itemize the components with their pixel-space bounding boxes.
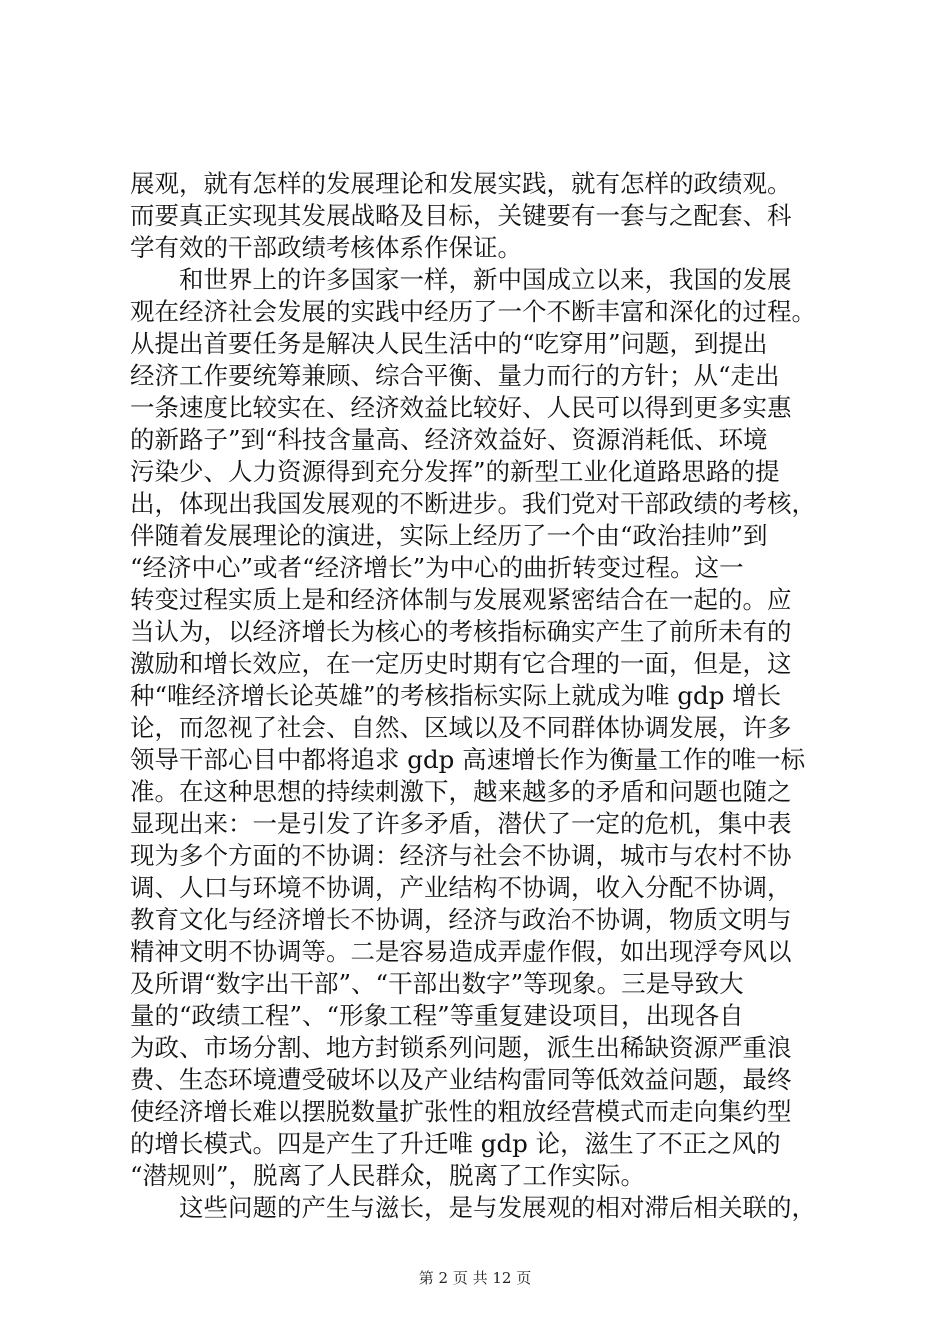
text-line: 领导干部心目中都将追求 gdp 高速增长作为衡量工作的唯一标: [130, 745, 806, 774]
text-line: 论，而忽视了社会、自然、区域以及不同群体协调发展，许多: [130, 713, 792, 742]
body-text: [130, 168, 848, 1224]
text-line: 当认为，以经济增长为核心的考核指标确实产生了前所未有的: [130, 617, 792, 646]
text-line: 显现出来：一是引发了许多矛盾，潜伏了一定的危机，集中表: [130, 809, 792, 838]
page-footer: [0, 1268, 950, 1288]
text-line: “经济中心”或者“经济增长”为中心的曲折转变过程。这一: [130, 553, 744, 582]
text-line: 一条速度比较实在、经济效益比较好、人民可以得到更多实惠: [130, 393, 792, 422]
text-line: 种“唯经济增长论英雄”的考核指标实际上就成为唯 gdp 增长: [130, 681, 782, 710]
text-line: 从提出首要任务是解决人民生活中的“吃穿用”问题，到提出: [130, 329, 768, 358]
text-line: 观在经济社会发展的实践中经历了一个不断丰富和深化的过程。: [130, 297, 816, 326]
page-number-label: 第 2 页 共 12 页: [418, 1269, 532, 1287]
text-line: 费、生态环境遭受破坏以及产业结构雷同等低效益问题，最终: [130, 1065, 792, 1094]
text-line: 教育文化与经济增长不协调，经济与政治不协调，物质文明与: [130, 905, 792, 934]
text-line: 激励和增长效应，在一定历史时期有它合理的一面，但是，这: [130, 649, 792, 678]
text-line: 的新路子”到“科技含量高、经济效益好、资源消耗低、环境: [130, 425, 768, 454]
text-line: 转变过程实质上是和经济体制与发展观紧密结合在一起的。应: [130, 585, 792, 614]
text-line: 出，体现出我国发展观的不断进步。我们党对干部政绩的考核，: [130, 489, 816, 518]
text-line: 量的“政绩工程”、“形象工程”等重复建设项目，出现各自: [130, 1001, 744, 1030]
text-line: 使经济增长难以摆脱数量扩张性的粗放经营模式而走向集约型: [130, 1097, 792, 1126]
text-line: 学有效的干部政绩考核体系作保证。: [130, 233, 522, 262]
text-line: 这些问题的产生与滋长，是与发展观的相对滞后相关联的，: [130, 1193, 816, 1222]
text-line: 的增长模式。四是产生了升迁唯 gdp 论，滋生了不正之风的: [130, 1129, 781, 1158]
text-line: 而要真正实现其发展战略及目标，关键要有一套与之配套、科: [130, 201, 792, 230]
text-line: 及所谓“数字出干部”、“干部出数字”等现象。三是导致大: [130, 969, 744, 998]
text-line: “潜规则”，脱离了人民群众，脱离了工作实际。: [130, 1161, 646, 1190]
text-line: 经济工作要统筹兼顾、综合平衡、量力而行的方针；从“走出: [130, 361, 780, 390]
text-line: 调、人口与环境不协调，产业结构不协调，收入分配不协调，: [130, 873, 792, 902]
text-line: 污染少、人力资源得到充分发挥”的新型工业化道路思路的提: [130, 457, 780, 486]
text-line: 准。在这种思想的持续刺激下，越来越多的矛盾和问题也随之: [130, 777, 792, 806]
text-line: 现为多个方面的不协调：经济与社会不协调，城市与农村不协: [130, 841, 792, 870]
text-line: 展观，就有怎样的发展理论和发展实践，就有怎样的政绩观。: [130, 169, 792, 198]
text-line: 为政、市场分割、地方封锁系列问题，派生出稀缺资源严重浪: [130, 1033, 792, 1062]
text-line: 伴随着发展理论的演进，实际上经历了一个由“政治挂帅”到: [130, 521, 768, 550]
text-line: 精神文明不协调等。二是容易造成弄虚作假，如出现浮夸风以: [130, 937, 792, 966]
text-line: 和世界上的许多国家一样，新中国成立以来，我国的发展: [130, 265, 792, 294]
